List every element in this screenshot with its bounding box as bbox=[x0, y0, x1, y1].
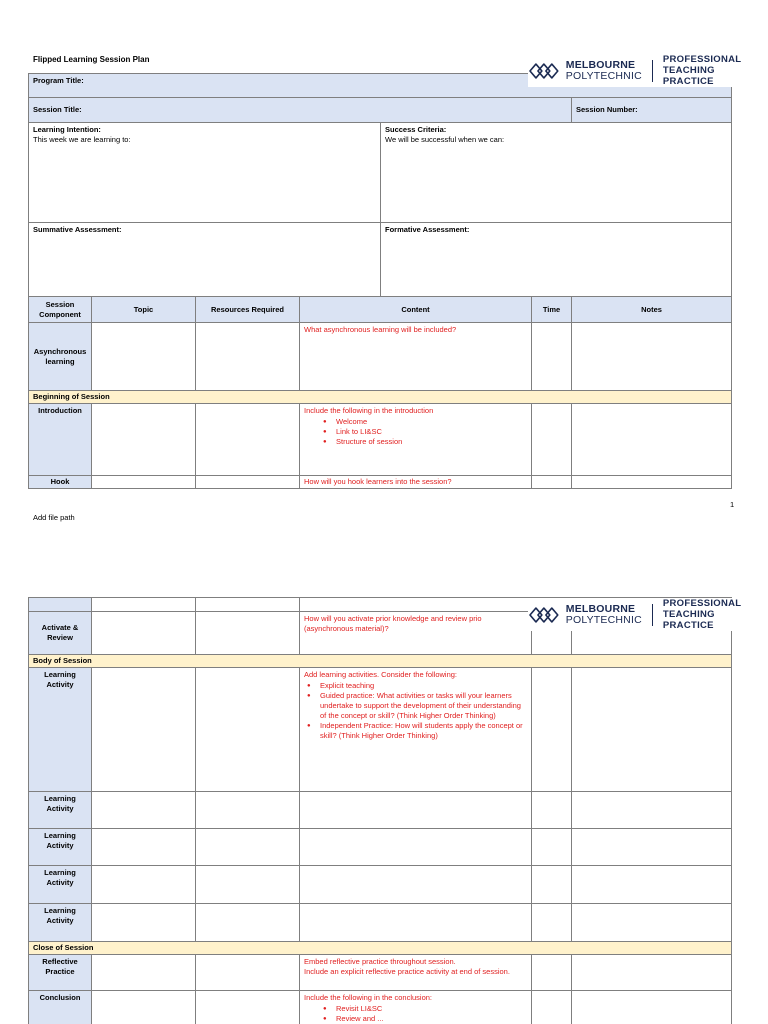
topic-cell[interactable] bbox=[92, 829, 196, 866]
session-plan-table-page1 bbox=[28, 69, 732, 489]
topic-cell[interactable] bbox=[92, 792, 196, 829]
resources-cell[interactable] bbox=[196, 904, 300, 942]
learning-intention-prompt: This week we are learning to: bbox=[33, 135, 131, 144]
time-cell[interactable] bbox=[532, 668, 572, 792]
resources-cell[interactable] bbox=[196, 829, 300, 866]
content-cell-learning-activity[interactable] bbox=[300, 668, 532, 792]
table-row bbox=[29, 792, 732, 829]
resources-cell[interactable] bbox=[196, 955, 300, 991]
session-number-field[interactable] bbox=[572, 98, 732, 123]
time-cell[interactable] bbox=[532, 829, 572, 866]
row-label-learning-activity: Learning Activity bbox=[29, 829, 92, 866]
page-number: 1 bbox=[730, 500, 735, 509]
time-cell[interactable] bbox=[532, 866, 572, 904]
table-row bbox=[29, 904, 732, 942]
list-item: ● Explicit teaching bbox=[320, 681, 527, 691]
logo-brand-text bbox=[566, 604, 642, 626]
session-plan-table-page2 bbox=[28, 597, 732, 1024]
time-cell[interactable] bbox=[532, 323, 572, 391]
polytechnic-logo-mark-icon bbox=[528, 60, 562, 82]
reflective-prompt-line2: Include an explicit reflective practice activity at end of session. bbox=[304, 967, 510, 976]
notes-cell[interactable] bbox=[572, 829, 732, 866]
logo-tagline-line2: TEACHING PRACTICE bbox=[662, 65, 715, 87]
time-cell[interactable] bbox=[532, 904, 572, 942]
time-cell[interactable] bbox=[532, 476, 572, 489]
content-cell[interactable] bbox=[300, 792, 532, 829]
melbourne-polytechnic-logo bbox=[528, 54, 768, 87]
table-row bbox=[29, 404, 732, 476]
content-cell-introduction[interactable] bbox=[300, 404, 532, 476]
list-item: ● Review and ... bbox=[336, 1014, 527, 1024]
learning-activity-bullet-list bbox=[304, 681, 527, 741]
row-label-learning-activity: Learning Activity bbox=[29, 792, 92, 829]
row-label-activate-review: Activate & Review bbox=[29, 612, 92, 655]
list-item: ● Revisit LI&SC bbox=[336, 1004, 527, 1014]
resources-cell[interactable] bbox=[196, 792, 300, 829]
section-header-close: Close of Session bbox=[29, 942, 732, 955]
list-item: ● Independent Practice: How will students apply the concept or skill? (Think Higher Order Thinking) bbox=[320, 721, 527, 741]
time-cell[interactable] bbox=[532, 955, 572, 991]
table-row bbox=[29, 955, 732, 991]
resources-cell[interactable] bbox=[196, 323, 300, 391]
row-label-learning-activity: Learning Activity bbox=[29, 668, 92, 792]
row-label-introduction: Introduction bbox=[29, 404, 92, 476]
table-row bbox=[29, 991, 732, 1024]
column-header-resources: Resources Required bbox=[196, 297, 300, 323]
content-cell-activate[interactable] bbox=[300, 612, 532, 655]
learning-intention-field[interactable] bbox=[29, 123, 381, 223]
summative-assessment-label: Summative Assessment: bbox=[33, 225, 122, 234]
conclusion-prompt: Include the following in the conclusion: bbox=[304, 993, 432, 1002]
session-title-field[interactable] bbox=[29, 98, 572, 123]
section-header-body: Body of Session bbox=[29, 655, 732, 668]
logo-divider bbox=[652, 60, 653, 82]
logo-brand-line1: MELBOURNE bbox=[565, 602, 636, 615]
topic-cell[interactable] bbox=[92, 991, 196, 1024]
document-page-2 bbox=[0, 570, 768, 1024]
topic-cell[interactable] bbox=[92, 866, 196, 904]
list-item: ● Structure of session bbox=[336, 437, 527, 447]
list-item: ● Welcome bbox=[336, 417, 527, 427]
reflective-prompt-line1: Embed reflective practice throughout session. bbox=[304, 957, 456, 966]
notes-cell[interactable] bbox=[572, 991, 732, 1024]
table-row bbox=[29, 829, 732, 866]
topic-cell[interactable] bbox=[92, 476, 196, 489]
footer-file-path: Add file path bbox=[33, 513, 75, 522]
row-label-reflective-practice: Reflective Practice bbox=[29, 955, 92, 991]
time-cell[interactable] bbox=[532, 991, 572, 1024]
logo-tagline bbox=[663, 598, 768, 631]
formative-assessment-field[interactable] bbox=[381, 223, 732, 297]
topic-cell[interactable] bbox=[92, 323, 196, 391]
notes-cell[interactable] bbox=[572, 904, 732, 942]
resources-cell[interactable] bbox=[196, 598, 300, 612]
table-row bbox=[29, 668, 732, 792]
content-cell-hook[interactable]: How will you hook learners into the session? bbox=[300, 476, 532, 489]
notes-cell[interactable] bbox=[572, 866, 732, 904]
resources-cell[interactable] bbox=[196, 668, 300, 792]
logo-tagline-line1: PROFESSIONAL bbox=[662, 598, 742, 609]
content-cell-conclusion[interactable] bbox=[300, 991, 532, 1024]
column-header-component: Session Component bbox=[29, 297, 92, 323]
conclusion-bullet-list bbox=[304, 1004, 527, 1024]
notes-cell[interactable] bbox=[572, 668, 732, 792]
page-gap bbox=[0, 545, 768, 570]
notes-cell[interactable] bbox=[572, 323, 732, 391]
learning-intention-label: Learning Intention: bbox=[33, 125, 101, 134]
logo-tagline-line2: TEACHING PRACTICE bbox=[662, 609, 715, 631]
topic-cell[interactable] bbox=[92, 598, 196, 612]
logo-brand-text bbox=[566, 60, 642, 82]
logo-brand-line2: POLYTECHNIC bbox=[565, 69, 642, 82]
table-row bbox=[29, 476, 732, 489]
content-cell[interactable] bbox=[300, 598, 532, 612]
resources-cell[interactable] bbox=[196, 404, 300, 476]
content-cell-asynchronous[interactable]: What asynchronous learning will be included? bbox=[300, 323, 532, 391]
logo-brand-line1: MELBOURNE bbox=[565, 58, 636, 71]
introduction-prompt: Include the following in the introduction bbox=[304, 406, 434, 415]
table-row bbox=[29, 866, 732, 904]
time-cell[interactable] bbox=[532, 404, 572, 476]
success-criteria-prompt: We will be successful when we can: bbox=[385, 135, 505, 144]
column-header-topic: Topic bbox=[92, 297, 196, 323]
content-cell[interactable] bbox=[300, 829, 532, 866]
row-label-asynchronous: Asynchronous learning bbox=[29, 323, 92, 391]
row-label-learning-activity: Learning Activity bbox=[29, 866, 92, 904]
melbourne-polytechnic-logo bbox=[528, 598, 768, 631]
resources-cell[interactable] bbox=[196, 866, 300, 904]
session-number-label: Session Number: bbox=[576, 105, 638, 114]
logo-tagline-line1: PROFESSIONAL bbox=[662, 54, 742, 65]
list-item: ● Guided practice: What activities or tasks will your learners undertake to support the development of their understanding of the concept or skill? (Think Higher Order Thinking) bbox=[320, 691, 527, 721]
column-header-time: Time bbox=[532, 297, 572, 323]
content-cell[interactable] bbox=[300, 866, 532, 904]
content-cell-reflective[interactable] bbox=[300, 955, 532, 991]
list-item: ● Link to LI&SC bbox=[336, 427, 527, 437]
notes-cell[interactable] bbox=[572, 955, 732, 991]
logo-divider bbox=[652, 604, 653, 626]
logo-tagline bbox=[663, 54, 768, 87]
row-label-hook: Hook bbox=[29, 476, 92, 489]
column-header-notes: Notes bbox=[572, 297, 732, 323]
summative-assessment-field[interactable] bbox=[29, 223, 381, 297]
success-criteria-field[interactable] bbox=[381, 123, 732, 223]
activate-prompt-line2: (asynchronous material)? bbox=[304, 624, 389, 633]
column-header-content: Content bbox=[300, 297, 532, 323]
resources-cell[interactable] bbox=[196, 991, 300, 1024]
topic-cell[interactable] bbox=[92, 904, 196, 942]
polytechnic-logo-mark-icon bbox=[528, 604, 562, 626]
row-label-conclusion: Conclusion bbox=[29, 991, 92, 1024]
document-title: Flipped Learning Session Plan bbox=[33, 55, 150, 64]
session-title-label: Session Title: bbox=[33, 105, 82, 114]
activate-prompt-line1: How will you activate prior knowledge and review prio bbox=[304, 614, 482, 623]
topic-cell[interactable] bbox=[92, 668, 196, 792]
section-header-beginning: Beginning of Session bbox=[29, 391, 732, 404]
row-label-blank bbox=[29, 598, 92, 612]
notes-cell[interactable] bbox=[572, 404, 732, 476]
topic-cell[interactable] bbox=[92, 404, 196, 476]
table-row bbox=[29, 323, 732, 391]
formative-assessment-label: Formative Assessment: bbox=[385, 225, 470, 234]
program-title-label: Program Title: bbox=[33, 76, 84, 85]
introduction-bullet-list bbox=[304, 417, 527, 447]
topic-cell[interactable] bbox=[92, 955, 196, 991]
content-cell[interactable] bbox=[300, 904, 532, 942]
topic-cell[interactable] bbox=[92, 612, 196, 655]
resources-cell[interactable] bbox=[196, 476, 300, 489]
notes-cell[interactable] bbox=[572, 792, 732, 829]
learning-activity-prompt: Add learning activities. Consider the following: bbox=[304, 670, 457, 679]
row-label-learning-activity: Learning Activity bbox=[29, 904, 92, 942]
success-criteria-label: Success Criteria: bbox=[385, 125, 447, 134]
time-cell[interactable] bbox=[532, 792, 572, 829]
notes-cell[interactable] bbox=[572, 476, 732, 489]
resources-cell[interactable] bbox=[196, 612, 300, 655]
logo-brand-line2: POLYTECHNIC bbox=[565, 613, 642, 626]
